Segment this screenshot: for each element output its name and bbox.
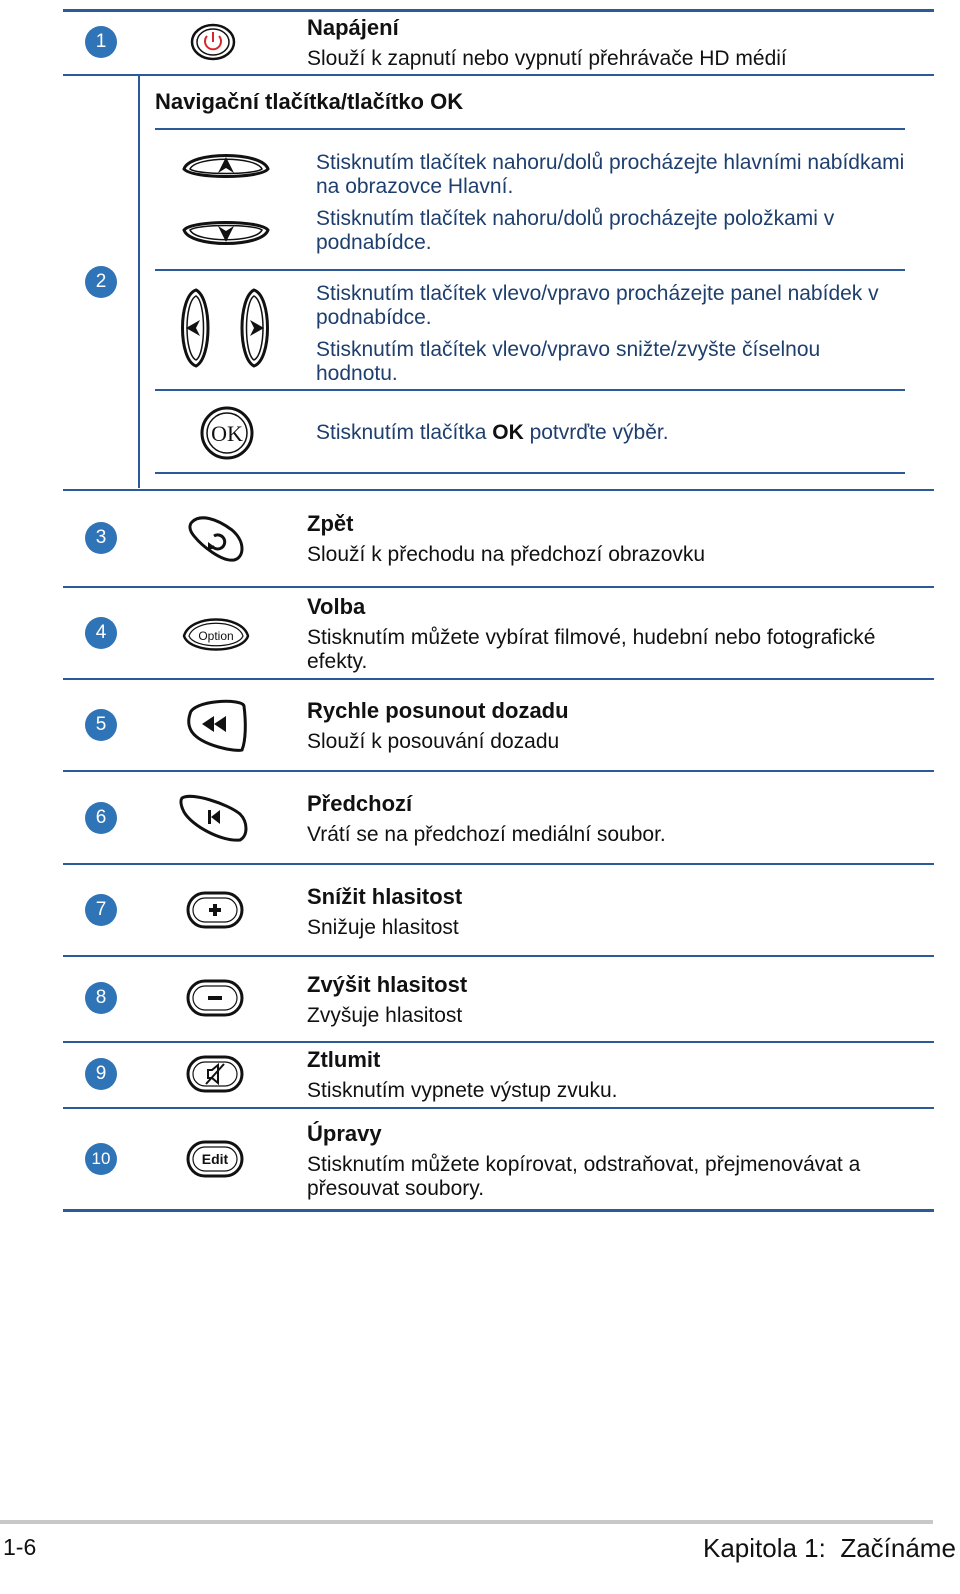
row-title: Předchozí [307, 791, 413, 816]
nav-text-line: Stisknutím tlačítek vlevo/vpravo procházejte panel nabídek v podnabídce. [316, 282, 879, 329]
row-description: Vrátí se na předchozí mediální soubor. [307, 823, 666, 846]
row-2-left-border [138, 75, 140, 488]
nav-leftright-text [316, 282, 906, 394]
ok-icon-label: OK [211, 421, 243, 446]
row-divider [63, 1041, 934, 1043]
table-top-border [63, 9, 934, 12]
nav-text-line: Stisknutím tlačítek nahoru/dolů procházejte položkami v podnabídce. [316, 207, 835, 254]
row-description: Slouží k přechodu na předchozí obrazovku [307, 543, 706, 566]
row-number-badge: 8 [85, 982, 117, 1014]
row-number-badge: 6 [85, 802, 117, 834]
up-arrow-icon [180, 145, 272, 187]
option-icon-label: Option [198, 629, 234, 643]
row-divider [63, 955, 934, 957]
mute-icon [186, 1055, 244, 1093]
edit-icon [186, 1140, 244, 1178]
row-divider [63, 863, 934, 865]
power-icon [190, 22, 236, 62]
nav-divider [155, 472, 905, 474]
footer-rule [0, 1520, 933, 1524]
row-divider [63, 770, 934, 772]
row-divider [63, 1107, 934, 1109]
row-title: Napájení [307, 15, 399, 40]
nav-divider [155, 128, 905, 130]
row-number-badge: 3 [85, 522, 117, 554]
row-title: Snížit hlasitost [307, 884, 463, 909]
row-title: Volba [307, 594, 366, 619]
row-number-badge: 10 [85, 1143, 117, 1175]
row-description: Stisknutím vypnete výstup zvuku. [307, 1079, 618, 1102]
nav-text-line: Stisknutím tlačítek nahoru/dolů procházejte hlavními nabídkami na obrazovce Hlavní. [316, 151, 905, 198]
nav-text-line: Stisknutím tlačítek vlevo/vpravo snižte/zvyšte číselnou hodnotu. [316, 338, 821, 385]
row-description: Stisknutím můžete vybírat filmové, hudební nebo fotografické efekty. [307, 626, 876, 673]
edit-icon-label: Edit [201, 1151, 229, 1167]
row-number-badge: 2 [85, 266, 117, 298]
row-divider [63, 489, 934, 491]
option-icon [180, 610, 252, 658]
row-title: Navigační tlačítka/tlačítko OK [155, 89, 464, 114]
row-title: Ztlumit [307, 1047, 381, 1072]
nav-divider [155, 389, 905, 391]
row-description: Snižuje hlasitost [307, 916, 459, 939]
ok-text-bold: OK [492, 421, 524, 444]
nav-divider [155, 269, 905, 271]
row-description: Stisknutím můžete kopírovat, odstraňovat, přejmenovávat a přesouvat soubory. [307, 1153, 861, 1200]
ok-text-prefix: Stisknutím tlačítka [316, 421, 493, 444]
previous-icon [178, 790, 250, 844]
back-icon [186, 512, 248, 564]
row-number-badge: 9 [85, 1058, 117, 1090]
row-number-badge: 1 [85, 26, 117, 58]
row-title: Rychle posunout dozadu [307, 698, 569, 723]
ok-icon [199, 405, 255, 461]
row-title: Zpět [307, 511, 354, 536]
row-title: Úpravy [307, 1121, 382, 1146]
row-number-badge: 5 [85, 709, 117, 741]
rewind-icon [184, 696, 248, 754]
page-number: 1-6 [3, 1534, 37, 1560]
down-arrow-icon [180, 212, 272, 254]
left-arrow-icon [172, 286, 218, 370]
table-bottom-border [63, 1209, 934, 1212]
row-description: Zvyšuje hlasitost [307, 1004, 463, 1027]
row-divider [63, 586, 934, 588]
ok-text-suffix: potvrďte výběr. [523, 421, 669, 444]
nav-updown-text [316, 151, 906, 263]
row-number-badge: 7 [85, 894, 117, 926]
plus-icon [186, 891, 244, 929]
row-divider [63, 74, 934, 76]
minus-icon [186, 979, 244, 1017]
row-divider [63, 678, 934, 680]
row-description: Slouží k zapnutí nebo vypnutí přehrávače HD médií [307, 47, 787, 70]
row-number-badge: 4 [85, 617, 117, 649]
row-description: Slouží k posouvání dozadu [307, 730, 560, 753]
chapter-title: Kapitola 1: Začínáme [703, 1533, 956, 1563]
right-arrow-icon [232, 286, 278, 370]
row-title: Zvýšit hlasitost [307, 972, 468, 997]
ok-description [316, 421, 906, 445]
